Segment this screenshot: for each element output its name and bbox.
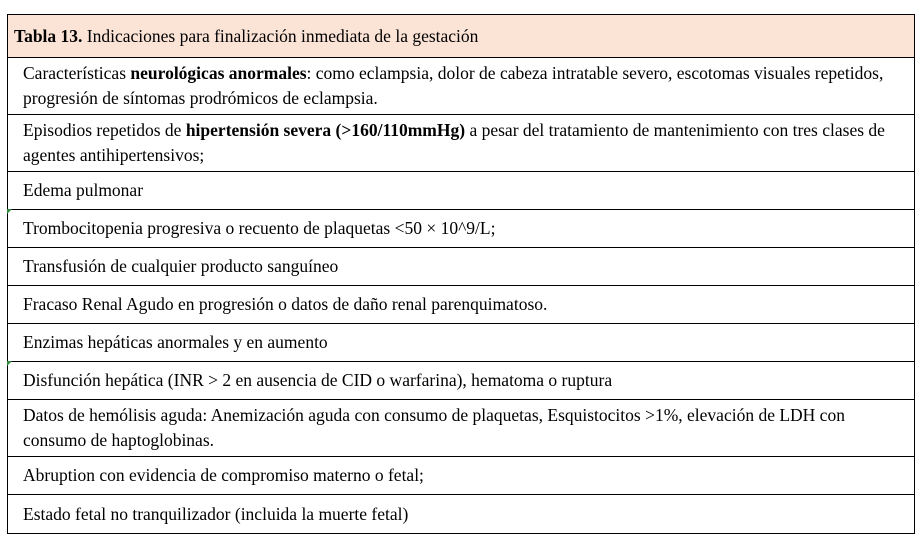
table-row	[8, 248, 914, 286]
table-row	[8, 210, 914, 248]
caption-number: Tabla 13.	[14, 25, 83, 46]
row-text-bold: neurológicas anormales	[130, 63, 307, 83]
caption-title: Indicaciones para finalización inmediata de la gestación	[82, 25, 479, 46]
table-caption	[8, 15, 914, 58]
row-text: Disfunción hepática (INR > 2 en ausencia de CID o warfarina), hematoma o ruptura	[23, 370, 613, 390]
row-text-suffix: a pesar del tratamiento de mantenimiento con tres clases de agentes antihipertensivos;	[23, 120, 885, 165]
row-text	[23, 61, 904, 111]
row-text: Fracaso Renal Agudo en progresión o datos de daño renal parenquimatoso.	[23, 294, 548, 314]
indications-table	[7, 14, 915, 534]
row-text: Datos de hemólisis aguda: Anemización aguda con consumo de plaquetas, Esquistocitos >1%, elevación de LDH con consumo de haptoglobinas.	[23, 405, 845, 450]
comment-marker	[7, 361, 12, 366]
table-row	[8, 400, 914, 457]
table-row	[8, 286, 914, 324]
row-text-bold: hipertensión severa (>160/110mmHg)	[185, 120, 466, 140]
row-text	[23, 118, 904, 168]
row-text: Edema pulmonar	[23, 180, 144, 200]
row-text: Enzimas hepáticas anormales y en aumento	[23, 332, 328, 352]
row-text: Abruption con evidencia de compromiso materno o fetal;	[23, 465, 424, 485]
table-row	[8, 495, 914, 533]
table-row	[8, 457, 914, 495]
row-text: Trombocitopenia progresiva o recuento de plaquetas <50 × 10^9/L;	[23, 218, 496, 238]
row-text-prefix: Características	[23, 63, 131, 83]
row-text-prefix: Episodios repetidos de	[23, 120, 186, 140]
row-text: Transfusión de cualquier producto sanguíneo	[23, 256, 339, 276]
caption-text	[14, 26, 478, 47]
table-row	[8, 362, 914, 400]
table-row	[8, 115, 914, 172]
table-row	[8, 58, 914, 115]
table-row	[8, 172, 914, 210]
row-text: Estado fetal no tranquilizador (incluida la muerte fetal)	[23, 503, 409, 524]
comment-marker	[7, 209, 12, 214]
table-row	[8, 324, 914, 362]
row-text-suffix: : como eclampsia, dolor de cabeza intratable severo, escotomas visuales repetidos, progresión de síntomas prodrómicos de eclampsia.	[23, 63, 884, 108]
